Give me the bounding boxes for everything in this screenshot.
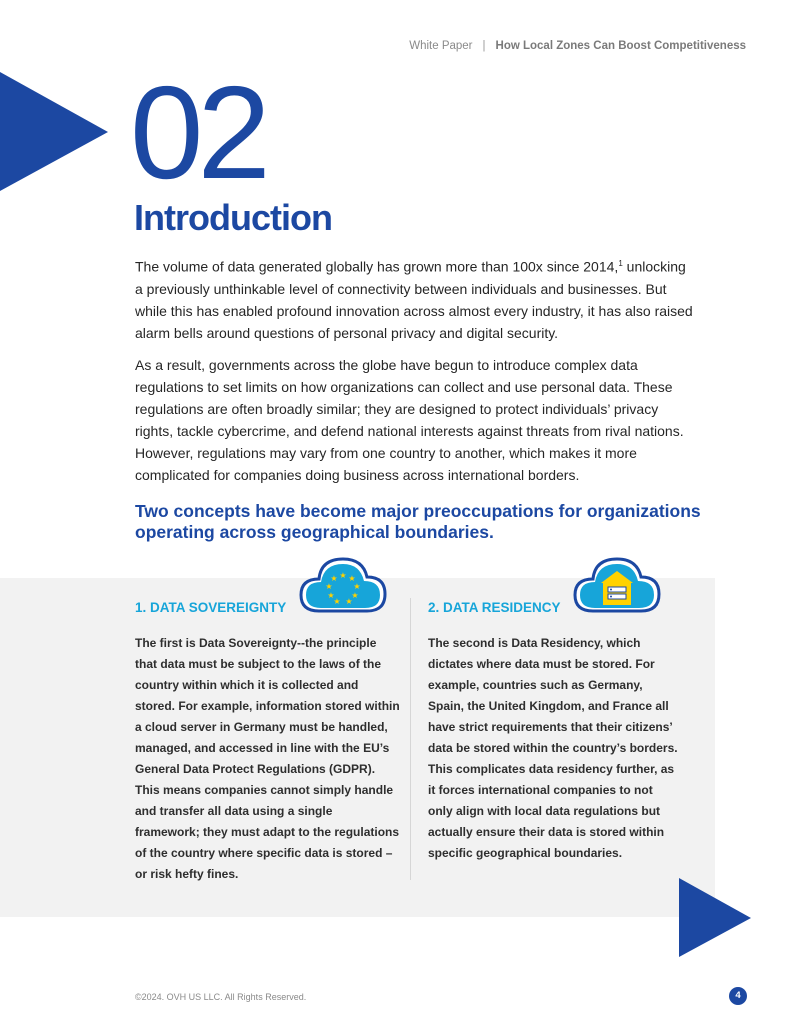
concept-heading-residency: 2. DATA RESIDENCY — [428, 600, 561, 615]
footnote-marker: 1 — [618, 259, 623, 268]
column-divider — [410, 598, 411, 880]
intro-paragraph-1-end: unlocking a previously unthinkable level of connectivity between individuals and businesses. But while this has enabled profound innovation across almost every industry, it has also raised alarm bells around questions of personal privacy and digital security. — [135, 258, 693, 341]
page-number-badge: 4 — [729, 987, 747, 1005]
concept-data-sovereignty — [135, 598, 400, 885]
header-separator: | — [482, 40, 486, 52]
concept-body-residency: The second is Data Residency, which dictates where data must be stored. For example, countries such as Germany, Spain, the United Kingdom, and France all have strict requirements that their citizens’ data be stored within the country’s borders. This complicates data residency further, as it forces international companies to not only align with local data regulations but actually ensure their data is stored within specific geographical boundaries. — [428, 636, 678, 860]
highlight-statement: Two concepts have become major preoccupations for organizations operating across geographical boundaries. — [135, 501, 701, 542]
concept-data-residency — [428, 598, 678, 864]
svg-text:★: ★ — [330, 574, 338, 583]
svg-text:★: ★ — [351, 591, 359, 600]
intro-body — [135, 253, 695, 496]
section-title: Introduction — [134, 197, 332, 238]
svg-text:★: ★ — [339, 571, 347, 580]
svg-text:★: ★ — [333, 597, 341, 606]
concept-body-sovereignty: The first is Data Sovereignty--the principle that data must be subject to the laws of the country within which it is collected and stored. For example, information stored within a cloud server in Germany must be handled, managed, and accessed in line with the EU’s General Data Protect Regulations (GDPR). This means companies cannot simply handle and transfer all data using a single framework; they must adapt to the regulations of the country where specific data is stored – or risk hefty fines. — [135, 636, 400, 881]
svg-text:★: ★ — [353, 582, 361, 591]
svg-text:★: ★ — [345, 597, 353, 606]
intro-paragraph-1-start: The volume of data generated globally has grown more than 100x since 2014, — [135, 258, 619, 275]
svg-text:★: ★ — [348, 574, 356, 583]
header-category: White Paper — [409, 40, 473, 52]
header-document-title: How Local Zones Can Boost Competitiveness — [495, 40, 746, 52]
svg-text:★: ★ — [325, 582, 333, 591]
svg-text:★: ★ — [327, 591, 335, 600]
intro-paragraph-2: As a result, governments across the globe have begun to introduce complex data regulations to set limits on how organizations can collect and use personal data. These regulations are often broadly similar; they are designed to protect individuals’ privacy rights, tackle cybercrime, and defend national interests against threats from rival nations. However, regulations may vary from one country to another, which makes it more complicated for companies doing business across international borders. — [135, 356, 684, 483]
bottom-triangle-decoration — [679, 878, 753, 958]
intro-paragraph-1 — [135, 253, 695, 344]
concept-heading-sovereignty: 1. DATA SOVEREIGNTY — [135, 600, 287, 615]
left-triangle-decoration — [0, 72, 110, 192]
chapter-number: 02 — [130, 59, 265, 206]
footer-copyright: ©2024. OVH US LLC. All Rights Reserved. — [135, 992, 307, 1002]
page-header — [409, 40, 746, 52]
